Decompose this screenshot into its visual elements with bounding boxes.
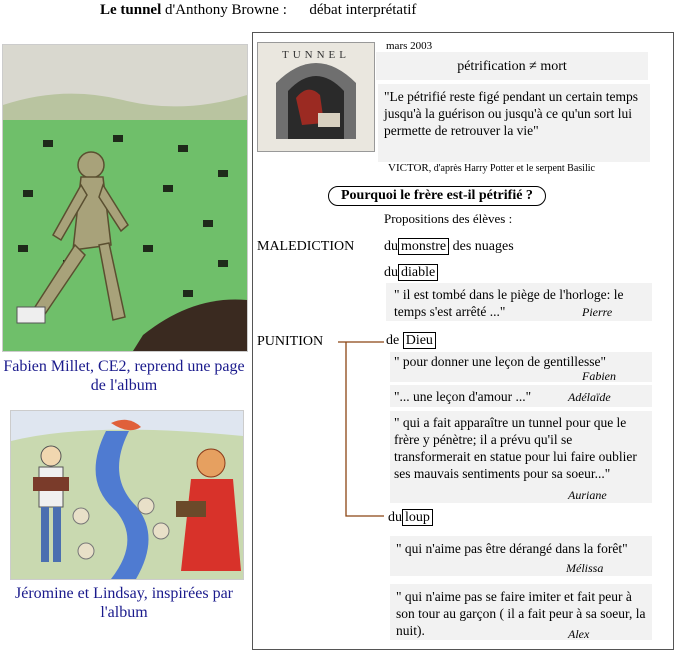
page-title <box>100 2 416 19</box>
word-dieu: Dieu <box>403 332 436 349</box>
author-melissa: Mélissa <box>566 561 604 575</box>
word-du: du <box>384 265 398 280</box>
author-adelaide: Adélaïde <box>568 390 611 404</box>
book-title: Le tunnel <box>100 2 162 18</box>
author: d'Anthony Browne : <box>165 2 287 18</box>
category-malediction: MALEDICTION <box>257 239 355 254</box>
author-alex: Alex <box>568 627 590 641</box>
quote-source: , d'après Harry Potter et le serpent Basilic <box>428 163 595 174</box>
cause-monstre <box>384 239 514 255</box>
quote-adelaide: "... une leçon d'amour ..." <box>394 389 532 404</box>
quote-melissa: " qui n'aime pas être dérangé dans la forêt" <box>396 541 628 556</box>
author-pierre: Pierre <box>582 305 613 319</box>
heading-petrification: pétrification ≠ mort <box>457 59 567 74</box>
book-cover-logo <box>257 42 375 152</box>
word-du: du <box>384 239 398 254</box>
author-auriane: Auriane <box>568 488 607 502</box>
cause-diable <box>384 265 438 281</box>
quote-auriane: " qui a fait apparaître un tunnel pour que le frère y pénètre; il a prévu qu'il se transformerait en statue pour lui faire oublier ses mauvais sentiments pour sa soeur..." <box>394 415 637 481</box>
question-pill: Pourquoi le frère est-il pétrifié ? <box>328 186 546 206</box>
date: mars 2003 <box>386 40 433 52</box>
word-des-nuages: des nuages <box>452 239 514 254</box>
author-fabien: Fabien <box>582 369 616 383</box>
connector-bracket <box>338 336 388 522</box>
drawing-running-boy <box>2 44 248 352</box>
word-monstre: monstre <box>398 238 449 255</box>
word-de: de <box>386 333 400 348</box>
quote-pierre: " il est tombé dans le piège de l'horloge: le temps s'est arrêté ..." <box>394 287 624 319</box>
word-loup: loup <box>402 509 433 526</box>
quote-author: VICTOR <box>388 162 429 174</box>
quote-victor: "Le pétrifié reste figé pendant un certain temps jusqu'à la guérison ou jusqu'à ce qu'un sort lui permette de retrouver la vie" <box>384 89 639 138</box>
cause-dieu <box>386 333 436 349</box>
drawing-children <box>10 410 244 580</box>
logo-text: TUNNEL <box>282 49 350 61</box>
quote-fabien: " pour donner une leçon de gentillesse" <box>394 354 606 369</box>
quote-alex: " qui n'aime pas se faire imiter et fait peur à son tour au garçon ( il a fait peur à sa soeur, la nuit). <box>396 589 646 638</box>
word-du: du <box>388 510 402 525</box>
proposals-label: Propositions des élèves : <box>384 211 513 226</box>
category-punition: PUNITION <box>257 334 324 349</box>
word-diable: diable <box>398 264 438 281</box>
caption-jeromine-lindsay: Jéromine et Lindsay, inspirées par l'album <box>14 585 233 621</box>
caption-fabien: Fabien Millet, CE2, reprend une page de l'album <box>3 358 245 394</box>
subject: débat interprétatif <box>309 2 417 18</box>
cause-loup <box>388 510 433 526</box>
quote-attribution <box>388 162 595 174</box>
